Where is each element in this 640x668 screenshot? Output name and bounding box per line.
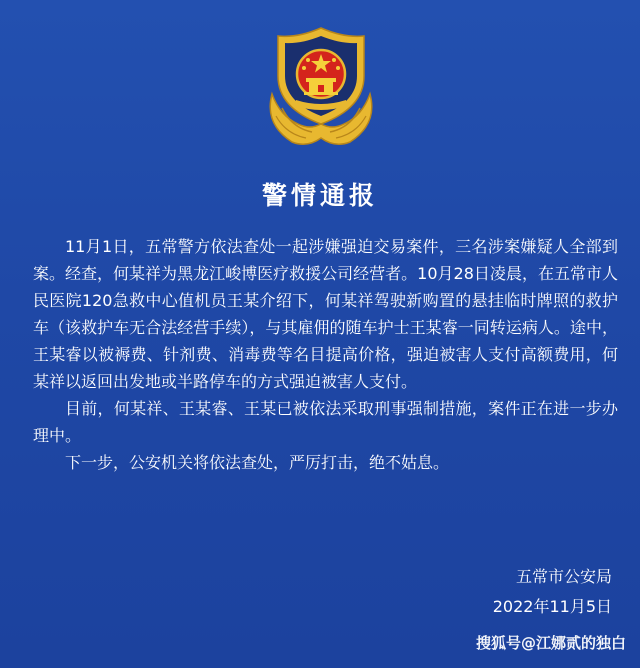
notice-paragraph: 目前，何某祥、王某睿、王某已被依法采取刑事强制措施，案件正在进一步办理中。	[33, 399, 618, 445]
notice-body	[33, 233, 618, 476]
source-watermark: 搜狐号@江娜贰的独白	[475, 634, 626, 652]
notice-paragraph: 11月1日，五常警方依法查处一起涉嫌强迫交易案件，三名涉案嫌疑人全部到案。经查，何某祥为黑龙江峻博医疗救援公司经营者。10月28日凌晨，在五常市人民医院120急救中心值机员王某介绍下，何某祥驾驶新购置的悬挂临时牌照的救护车（该救护车无合法经营手续），与其雇佣的随车护士王某睿一同转运病人。途中，王某睿以被褥费、针剂费、消毒费等名目提高价格，强迫被害人支付高额费用，何某祥以返回出发地或半路停车的方式强迫被害人支付。	[33, 237, 618, 391]
notice-signature	[493, 562, 612, 622]
notice-paragraph: 下一步，公安机关将依法查处，严厉打击，绝不姑息。	[65, 453, 450, 472]
police-emblem-icon	[262, 24, 380, 150]
issue-date: 2022年11月5日	[492, 597, 612, 616]
issuer-name: 五常市公安局	[515, 567, 612, 586]
notice-title: 警情通报	[261, 181, 378, 210]
